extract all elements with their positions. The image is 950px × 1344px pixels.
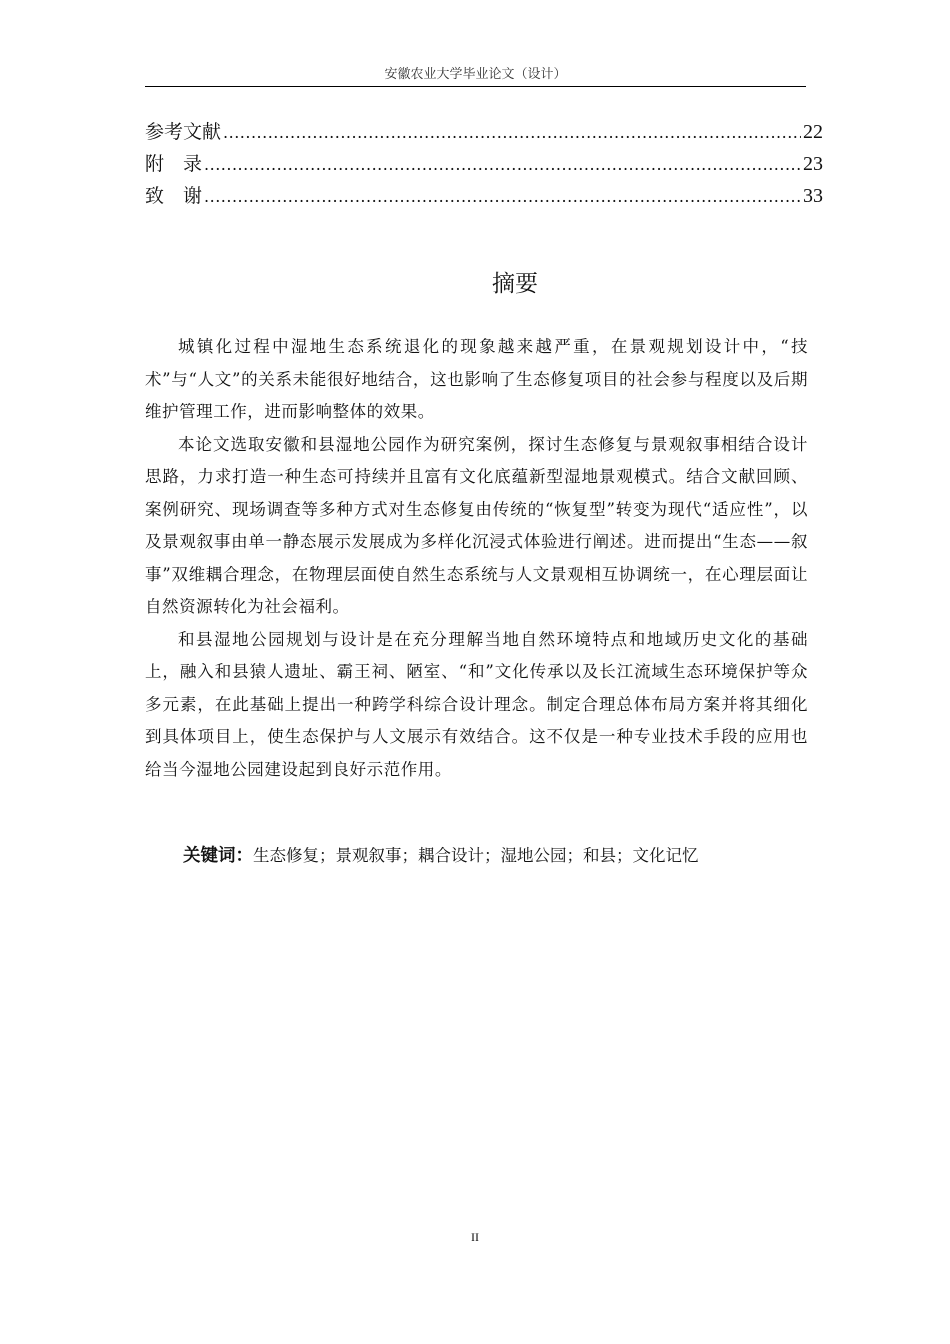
keywords-label: 关键词： xyxy=(183,846,253,866)
keywords-text: 生态修复；景观叙事；耦合设计；湿地公园；和县；文化记忆 xyxy=(253,846,699,865)
running-header: 安徽农业大学毕业论文（设计） xyxy=(384,67,567,82)
toc-entry-references[interactable] xyxy=(145,116,823,148)
toc-leader-dots xyxy=(204,149,801,181)
header-rule xyxy=(145,86,806,87)
toc-entry-appendix[interactable] xyxy=(145,148,823,180)
abstract-body xyxy=(145,331,808,786)
table-of-contents xyxy=(145,116,823,212)
toc-entry-acknowledgements[interactable] xyxy=(145,180,823,212)
toc-leader-dots xyxy=(204,181,801,213)
keywords-line xyxy=(183,840,823,872)
toc-entry-page: 22 xyxy=(803,121,823,143)
toc-entry-label: 参考文献 xyxy=(145,121,222,143)
toc-entry-page: 33 xyxy=(803,185,823,207)
abstract-title: 摘要 xyxy=(492,271,538,297)
toc-entry-label: 致 谢 xyxy=(145,185,203,207)
toc-entry-page: 23 xyxy=(803,153,823,175)
abstract-paragraph: 和县湿地公园规划与设计是在充分理解当地自然环境特点和地域历史文化的基础上，融入和县猿人遗址、霸王祠、陋室、“和”文化传承以及长江流域生态环境保护等众多元素，在此基础上提出一种跨学科综合设计理念。制定合理总体布局方案并将其细化到具体项目上，使生态保护与人文展示有效结合。这不仅是一种专业技术手段的应用也给当今湿地公园建设起到良好示范作用。 xyxy=(145,629,808,779)
toc-entry-label: 附 录 xyxy=(145,153,203,175)
abstract-paragraph: 城镇化过程中湿地生态系统退化的现象越来越严重，在景观规划设计中，“技术”与“人文”的关系未能很好地结合，这也影响了生态修复项目的社会参与程度以及后期维护管理工作，进而影响整体的效果。 xyxy=(145,337,808,421)
abstract-paragraph: 本论文选取安徽和县湿地公园作为研究案例，探讨生态修复与景观叙事相结合设计思路，力求打造一种生态可持续并且富有文化底蕴新型湿地景观模式。结合文献回顾、案例研究、现场调查等多种方式对生态修复由传统的“恢复型”转变为现代“适应性”，以及景观叙事由单一静态展示发展成为多样化沉浸式体验进行阐述。进而提出“生态——叙事”双维耦合理念，在物理层面使自然生态系统与人文景观相互协调统一，在心理层面让自然资源转化为社会福利。 xyxy=(145,434,808,616)
toc-leader-dots xyxy=(223,117,801,149)
page-number: II xyxy=(471,1230,479,1244)
